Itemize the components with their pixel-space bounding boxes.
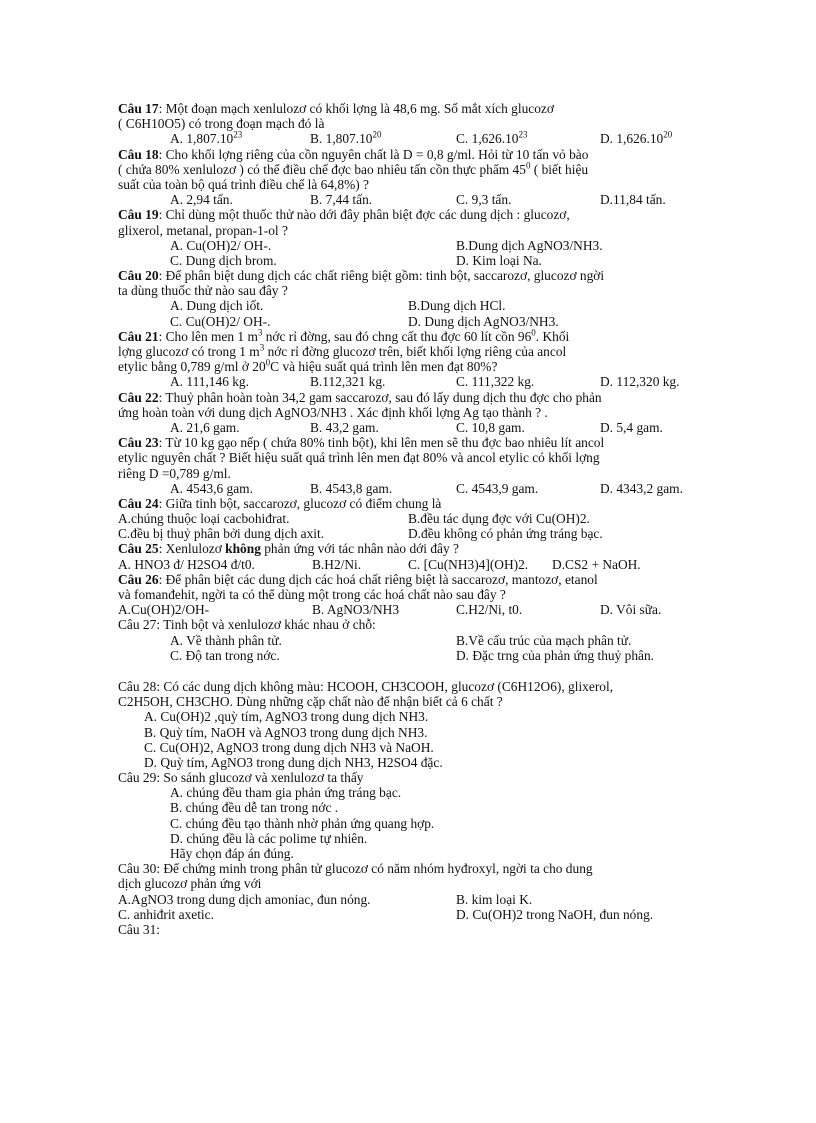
q25-line-1: Câu 25: Xenlulozơ không phản ứng với tác nhân nào dới đây ? <box>118 541 459 557</box>
q27-option-c: C. Độ tan trong nớc. <box>170 647 280 663</box>
q17-option-a: A. 1,807.10$^{23}$ <box>170 129 243 147</box>
q25-options <box>118 557 718 572</box>
q17-option-b: B. 1,807.10$^{20}$ <box>310 129 382 147</box>
q22-option-c: C. 10,8 gam. <box>456 419 525 435</box>
q26-line-1 <box>118 572 718 587</box>
q21-option-a: A. 111,146 kg. <box>170 374 249 390</box>
q26-option-d: D. Vôi sữa. <box>600 602 662 618</box>
q19-options-cd <box>118 253 718 268</box>
q22-number: Câu 22 <box>118 389 159 405</box>
q20-line-2: ta dùng thuốc thử nào sau đây ? <box>118 283 288 299</box>
q28-option-b-row <box>118 725 718 740</box>
q23-text: : Từ 10 kg gạo nếp ( chứa 80% tinh bột), khi lên men sẽ thu đợc bao nhiêu lít ancol <box>158 435 605 451</box>
q29-option-c-row <box>118 816 718 831</box>
q23-line-2: etylic nguyên chất ? Biết hiệu suất quá trình lên men đạt 80% và ancol etylic có khối lợng <box>118 450 600 466</box>
q18-line-2: ( chứa 80% xenlulozơ ) có thể điều chế đợc bao nhiêu tấn cồn thực phẩm $45^0$ ( biết hiệu <box>118 160 589 177</box>
q23-number: Câu 23 <box>118 435 159 451</box>
q26-option-b: B. AgNO3/NH3 <box>312 602 400 618</box>
q30-line-2: dịch glucozơ phản ứng với <box>118 876 262 892</box>
q18-options <box>118 192 718 207</box>
q23-line-3: riêng D =0,789 g/ml. <box>118 465 231 481</box>
q21-option-c: C. 111,322 kg. <box>456 374 535 390</box>
q28-option-a-row <box>118 709 718 724</box>
q29-number: Câu 29 <box>118 770 157 786</box>
q28-line-2: C2H5OH, CH3CHO. Dùng những cặp chất nào để nhận biết cả 6 chất ? <box>118 694 503 710</box>
q27-options-cd <box>118 648 718 663</box>
q29-option-b: B. chúng đều dễ tan trong nớc . <box>170 800 339 816</box>
q29-option-b-row <box>118 800 718 815</box>
q26-text: : Để phân biệt các dung dịch các hoá chất riêng biệt là saccarozơ, mantozơ, etanol <box>158 571 598 587</box>
q17-option-d: D. 1,626.10$^{20}$ <box>600 129 673 147</box>
q26-number: Câu 26 <box>118 571 159 587</box>
q19-option-b: B.Dung dịch AgNO3/NH3. <box>456 237 603 253</box>
q21-option-b: B.112,321 kg. <box>310 374 386 390</box>
q28-option-a: A. Cu(OH)2 ,quỳ tím, AgNO3 trong dung dịch NH3. <box>144 709 429 725</box>
q17-line-1 <box>118 101 718 116</box>
q18-line-1 <box>118 147 718 162</box>
q20-option-a: A. Dung dịch iốt. <box>170 298 264 314</box>
q30-options-ab <box>118 892 718 907</box>
q20-line-1 <box>118 268 718 283</box>
q21-line-2: lợng glucozơ có trong 1 $m^3$ nớc rỉ đờng glucozơ trên, biết khối lợng riêng của ancol <box>118 342 567 359</box>
q26-options <box>118 602 718 617</box>
q30-line-1 <box>118 861 718 876</box>
q17-line-2 <box>118 116 718 131</box>
q28-option-b: B. Quỳ tím, NaOH và AgNO3 trong dung dịch NH3. <box>144 724 428 740</box>
q17-option-c: C. 1,626.10$^{23}$ <box>456 129 528 147</box>
q17-number: Câu 17 <box>118 101 159 116</box>
q23-option-a: A. 4543,6 gam. <box>170 480 253 496</box>
q24-option-a: A.chúng thuộc loại cacbohiđrat. <box>118 511 290 527</box>
q26-line-2: và fomanđehit, ngời ta có thể dùng một trong các hoá chất nào sau đây ? <box>118 587 506 602</box>
q18-option-a: A. 2,94 tấn. <box>170 192 233 208</box>
spacer <box>118 663 718 679</box>
q22-option-a: A. 21,6 gam. <box>170 419 240 435</box>
q28-text: : Có các dung dịch không màu: HCOOH, CH3COOH, glucozơ (C6H12O6), glixerol, <box>156 678 614 694</box>
q20-option-c: C. Cu(OH)2/ OH-. <box>170 313 271 329</box>
q28-option-c-row <box>118 740 718 755</box>
q28-option-d-row <box>118 755 718 770</box>
q27-option-d: D. Đặc trng của phản ứng thuỷ phân. <box>456 647 655 663</box>
q27-options-ab <box>118 633 718 648</box>
q18-line-3: suất của toàn bộ quá trình điều chế là 64,8%) ? <box>118 176 369 192</box>
q21-options <box>118 374 718 389</box>
q23-options <box>118 481 718 496</box>
q22-line-2: ứng hoàn toàn với dung dịch AgNO3/NH3 . Xác định khối lợng Ag tạo thành ? . <box>118 404 548 420</box>
q25-number: Câu 25 <box>118 541 159 557</box>
q19-option-d: D. Kim loại Na. <box>456 252 542 268</box>
q28-option-d: D. Quỳ tím, AgNO3 trong dung dịch NH3, H2SO4 đặc. <box>144 754 443 770</box>
q19-line-2: glixerol, metanal, propan-1-ol ? <box>118 222 288 238</box>
q21-line-3: etylic bằng 0,789 g/ml ở $20^0C$ và hiệu suất quá trình lên men đạt 80%? <box>118 357 498 375</box>
q29-instruction: Hãy chọn đáp án đúng. <box>170 846 294 861</box>
q28-line-1 <box>118 679 718 694</box>
q22-option-b: B. 43,2 gam. <box>310 419 379 435</box>
q27-number: Câu 27 <box>118 617 157 633</box>
q25-emphasis: không <box>225 541 261 557</box>
q31-number: Câu 31: <box>118 921 161 937</box>
q21-option-d: D. 112,320 kg. <box>600 374 680 390</box>
q30-number: Câu 30 <box>118 861 157 877</box>
q30-options-cd <box>118 907 718 922</box>
q29-option-c: C. chúng đều tạo thành nhờ phản ứng quang hợp. <box>170 815 435 831</box>
q22-text: : Thuỷ phân hoàn toàn 34,2 gam saccarozơ, sau đó lấy dung dịch thu đợc cho phản <box>158 389 602 405</box>
q30-option-b: B. kim loại K. <box>456 891 533 907</box>
q20-options-cd <box>118 314 718 329</box>
q20-number: Câu 20 <box>118 268 159 284</box>
q17-options <box>118 131 718 146</box>
q23-option-d: D. 4343,2 gam. <box>600 480 683 496</box>
document-page <box>118 101 718 937</box>
q24-option-c: C.đều bị thuỷ phân bởi dung dịch axit. <box>118 526 325 542</box>
q29-option-d-row <box>118 831 718 846</box>
q25-option-c: C. [Cu(NH3)4](OH)2. <box>408 556 529 572</box>
q29-option-d: D. chúng đều là các polime tự nhiên. <box>170 830 368 846</box>
q29-line-1 <box>118 770 718 785</box>
q24-options-cd <box>118 526 718 541</box>
q25-option-d: D.CS2 + NaOH. <box>552 556 641 572</box>
q23-option-b: B. 4543,8 gam. <box>310 480 393 496</box>
q28-number: Câu 28 <box>118 678 157 694</box>
q29-text: : So sánh glucozơ và xenlulozơ ta thấy <box>156 770 364 786</box>
q24-number: Câu 24 <box>118 495 159 511</box>
q28-option-c: C. Cu(OH)2, AgNO3 trong dung dịch NH3 và NaOH. <box>144 739 434 755</box>
q18-number: Câu 18 <box>118 146 159 162</box>
q19-text: : Chỉ dùng một thuốc thử nào dới đây phân biệt đợc các dung dịch : glucozơ, <box>158 207 570 223</box>
q24-line-1 <box>118 496 718 511</box>
q27-text: : Tinh bột và xenlulozơ khác nhau ở chỗ: <box>156 617 376 633</box>
q22-options <box>118 420 718 435</box>
q27-option-b: B.Về cấu trúc của mạch phân tử. <box>456 632 632 648</box>
q29-option-a-row <box>118 785 718 800</box>
q21-line-1: Câu 21: Cho lên men 1 $m^3$ nớc rỉ đờng, sau đó chng cất thu đợc 60 lít cồn $96^0$. Khối <box>118 327 570 344</box>
q22-option-d: D. 5,4 gam. <box>600 419 663 435</box>
q20-option-b: B.Dung dịch HCl. <box>408 298 506 314</box>
q23-line-1 <box>118 435 718 450</box>
q29-option-a: A. chúng đều tham gia phản ứng tráng bạc. <box>170 785 402 801</box>
q20-options-ab <box>118 298 718 313</box>
q19-options-ab <box>118 238 718 253</box>
q30-option-c: C. anhiđrit axetic. <box>118 906 214 922</box>
q27-line-1 <box>118 617 718 632</box>
q18-option-c: C. 9,3 tấn. <box>456 192 512 208</box>
q20-text: : Để phân biệt dung dịch các chất riêng biệt gồm: tinh bột, saccarozơ, glucozơ ngời <box>158 268 605 284</box>
q27-option-a: A. Về thành phân tử. <box>170 632 282 648</box>
q24-option-d: D.đều không có phản ứng tráng bạc. <box>408 526 603 542</box>
q21-number: Câu 21 <box>118 328 159 344</box>
q24-text: : Giữa tinh bột, saccarozơ, glucozơ có điểm chung là <box>158 495 442 511</box>
q19-line-1 <box>118 207 718 222</box>
q30-text: : Để chứng minh trong phân tử glucozơ có năm nhóm hyđroxyl, ngời ta cho dung <box>156 861 593 877</box>
q19-option-c: C. Dung dịch brom. <box>170 252 277 268</box>
q23-option-c: C. 4543,9 gam. <box>456 480 539 496</box>
q19-option-a: A. Cu(OH)2/ OH-. <box>170 237 272 253</box>
q17-text-2: ( C6H10O5) có trong đoạn mạch đó là <box>118 116 325 132</box>
q29-instruction-row <box>118 846 718 861</box>
q30-option-d: D. Cu(OH)2 trong NaOH, đun nóng. <box>456 906 654 922</box>
q25-option-a: A. HNO3 đ/ H2SO4 đ/t0. <box>118 556 255 572</box>
q26-option-a: A.Cu(OH)2/OH- <box>118 602 210 618</box>
q18-option-b: B. 7,44 tấn. <box>310 192 373 208</box>
q17-text: : Một đoạn mạch xenlulozơ có khối lợng là 48,6 mg. Số mắt xích glucozơ <box>158 101 554 116</box>
q22-line-1 <box>118 390 718 405</box>
q18-option-d: D.11,84 tấn. <box>600 192 666 208</box>
q31-line-1 <box>118 922 718 937</box>
q26-option-c: C.H2/Ni, t0. <box>456 602 523 618</box>
q30-option-a: A.AgNO3 trong dung dịch amoniac, đun nóng. <box>118 891 371 907</box>
q24-option-b: B.đều tác dụng đợc với Cu(OH)2. <box>408 511 590 527</box>
q18-text: : Cho khối lợng riêng của cồn nguyên chất là D = 0,8 g/ml. Hỏi từ 10 tấn vỏ bào <box>158 146 589 162</box>
q19-number: Câu 19 <box>118 207 159 223</box>
q20-option-d: D. Dung dịch AgNO3/NH3. <box>408 313 559 329</box>
q24-options-ab <box>118 511 718 526</box>
q25-option-b: B.H2/Ni. <box>312 556 362 572</box>
